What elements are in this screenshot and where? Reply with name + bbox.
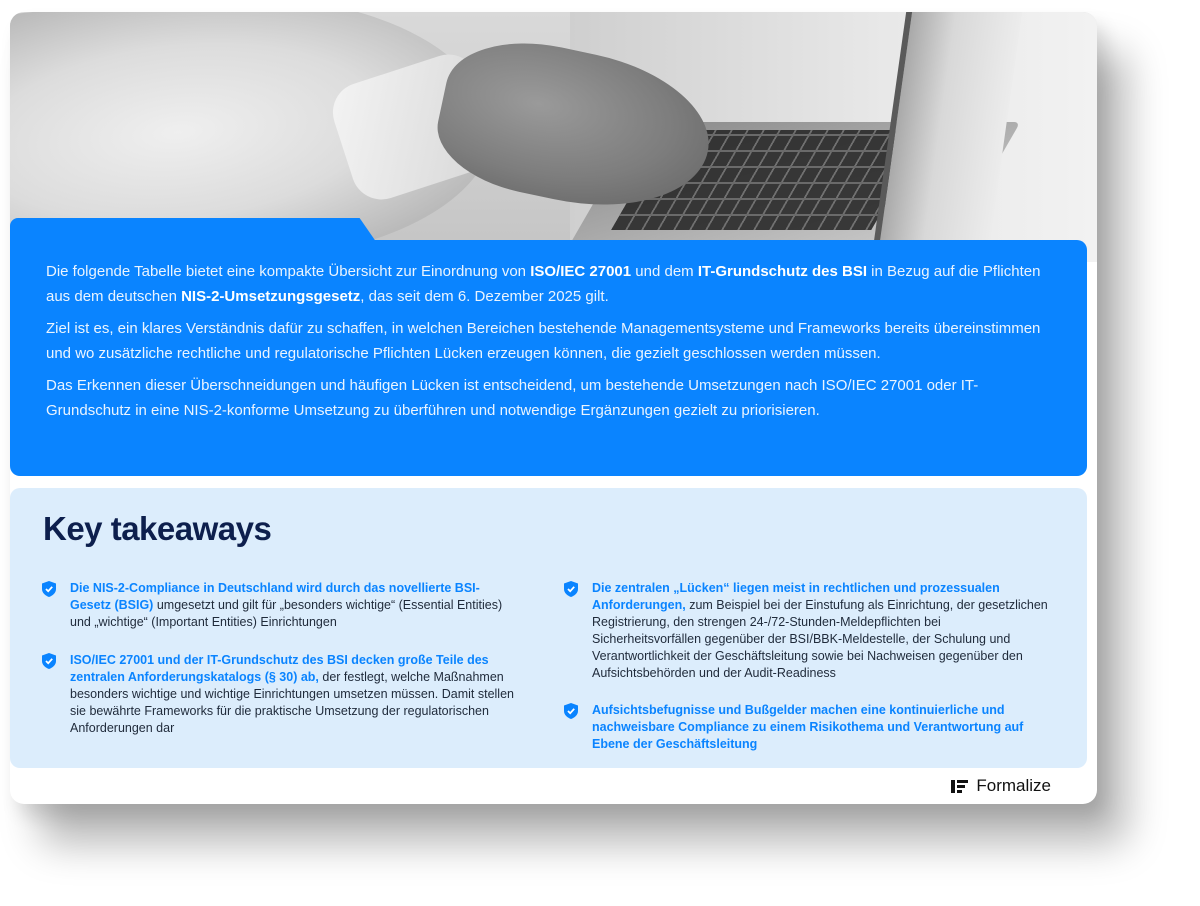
formalize-logo xyxy=(951,776,1051,796)
shield-check-icon xyxy=(564,703,578,719)
takeaway-2-text: der festlegt, welche Maßnahmen besonders wichtige und wichtige Einrichtungen umsetzen müssen. Damit stellen sie bewährte Frameworks für die praktische Umsetzung der regulatorischen Anforderungen dar xyxy=(70,670,514,735)
takeaway-item-4 xyxy=(592,702,1052,753)
shield-check-icon xyxy=(42,581,56,597)
intro-paragraph-2: Ziel ist es, ein klares Verständnis dafür zu schaffen, in welchen Bereichen bestehende Managementsysteme und Frameworks bereits übereinstimmen und wo zusätzliche rechtliche und regulatorische Pflichten Lücken erzeugen können, die gezielt geschlossen werden müssen. xyxy=(46,320,1041,362)
takeaway-1-text: umgesetzt und gilt für „besonders wichtige“ (Essential Entities) und „wichtige“ (Important Entities) Einrichtungen xyxy=(70,598,503,629)
document-page xyxy=(10,12,1097,804)
takeaway-item-2 xyxy=(70,652,520,737)
intro-text: , das seit dem 6. Dezember 2025 gilt. xyxy=(360,287,609,305)
intro-bold-grundschutz: IT-Grundschutz des BSI xyxy=(697,263,868,280)
key-takeaways-title: Key takeaways xyxy=(43,510,272,547)
intro-text: Die folgende Tabelle bietet eine kompakte Übersicht zur Einordnung von xyxy=(46,263,531,280)
intro-paragraph-3: Das Erkennen dieser Überschneidungen und häufigen Lücken ist entscheidend, um bestehende Umsetzungen nach ISO/IEC 27001 oder IT-Grundschutz in eine NIS-2-konforme Umsetzung zu überführen und notwendige Ergänzungen gezielt zu priorisieren. xyxy=(46,377,979,419)
intro-bold-nis2: NIS-2-Umsetzungsgesetz xyxy=(181,287,361,305)
hero-photo xyxy=(10,12,1097,262)
intro-text: und dem xyxy=(631,263,698,280)
key-takeaways-panel xyxy=(10,488,1087,768)
shield-check-icon xyxy=(42,653,56,669)
formalize-brand-name: Formalize xyxy=(976,776,1051,795)
formalize-logo-icon xyxy=(951,780,968,793)
takeaway-3-text: zum Beispiel bei der Einstufung als Einrichtung, der gesetzlichen Registrierung, den strengen 24-/72-Stunden-Meldepflichten bei Sicherheitsvorfällen gegenüber der BSI/BBK-Meldestelle, der Schulung und Verantwortlichkeit der Geschäftsleitung sowie bei Nachweisen gegenüber den Aufsichtsbehörden und der Audit-Readiness xyxy=(592,598,1048,680)
intro-bold-iso: ISO/IEC 27001 xyxy=(530,263,632,280)
intro-text: in Bezug auf die Pflichten aus dem deutschen xyxy=(46,263,1041,305)
takeaway-4-highlight: Aufsichtsbefugnisse und Bußgelder machen eine kontinuierliche und nachweisbare Compliance zu einem Risikothema und Verantwortung auf Ebene der Geschäftsleitung xyxy=(592,703,1024,751)
intro-panel xyxy=(10,240,1087,476)
takeaway-2-highlight: ISO/IEC 27001 und der IT-Grundschutz des BSI decken große Teile des zentralen Anforderungskatalogs (§ 30) ab, xyxy=(70,653,489,684)
intro-paragraph-1 xyxy=(46,260,1051,309)
shield-check-icon xyxy=(564,581,578,597)
takeaway-3-highlight: Die zentralen „Lücken“ liegen meist in rechtlichen und prozessualen Anforderungen, xyxy=(592,581,1000,612)
takeaway-1-highlight: Die NIS-2-Compliance in Deutschland wird durch das novellierte BSI-Gesetz (BSIG) xyxy=(70,581,480,612)
takeaway-item-1 xyxy=(70,580,520,631)
takeaway-item-3 xyxy=(592,580,1052,682)
